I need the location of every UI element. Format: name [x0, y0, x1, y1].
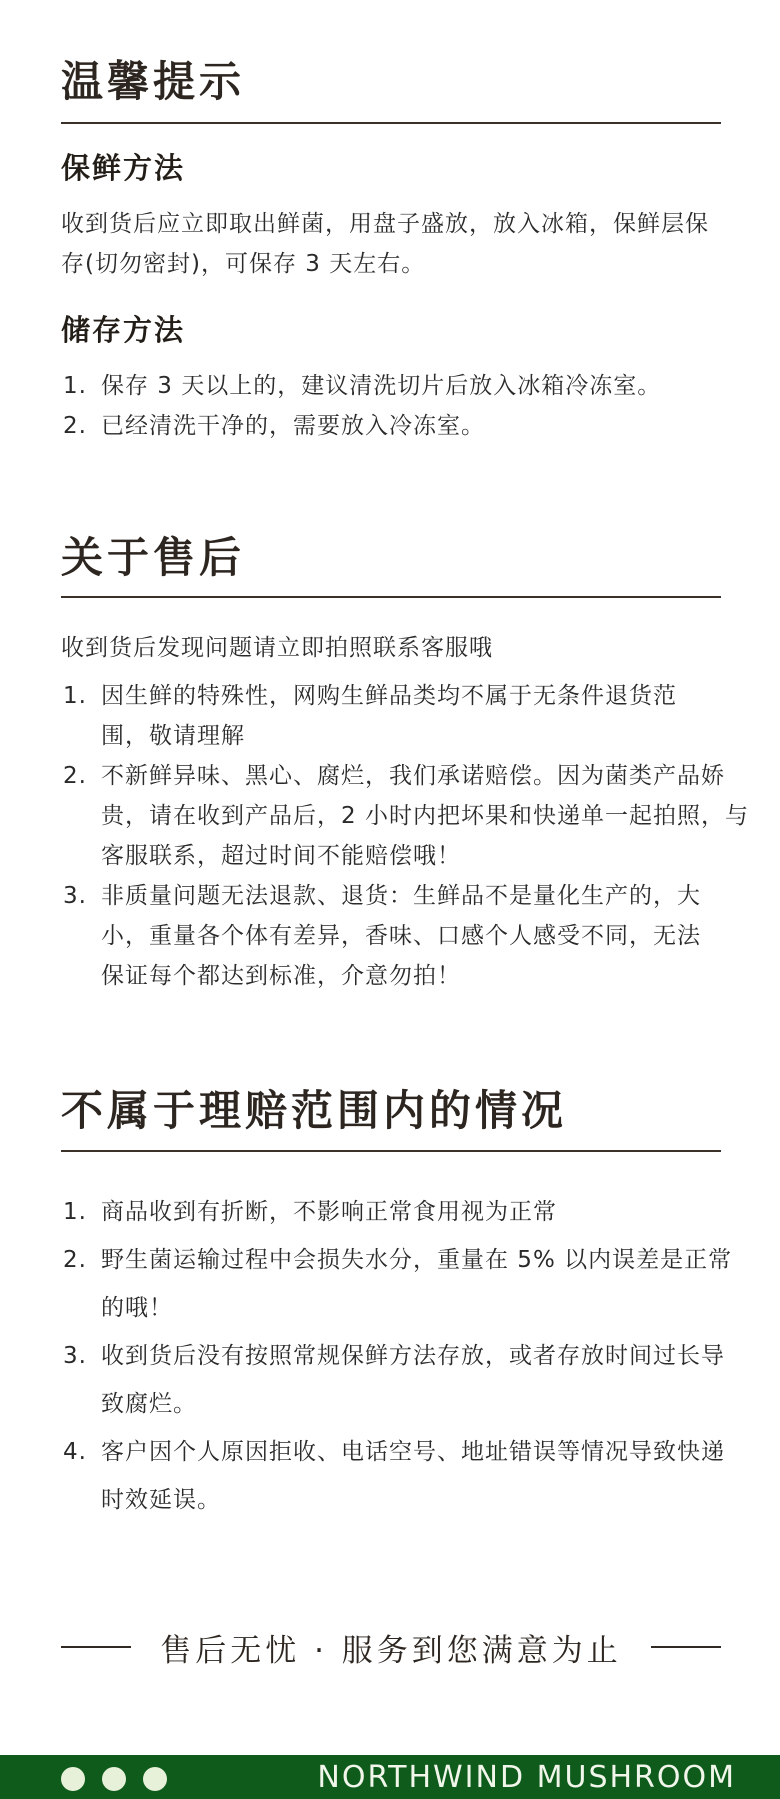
slogan-right-line	[651, 1646, 721, 1648]
slogan-text: 售后无忧 · 服务到您满意为止	[160, 1632, 622, 1669]
footer-slogan	[61, 1622, 721, 1672]
list-item	[61, 1332, 741, 1428]
list-item	[61, 1428, 741, 1524]
list-text: 非质量问题无法退款、退货：生鲜品不是量化生产的，大小，重量各个体有差异，香味、口感个人感受不同，无法保证每个都达到标准，介意勿拍！	[101, 883, 701, 989]
list-item	[61, 676, 751, 756]
storage-method-list	[61, 366, 751, 446]
list-number: 1.	[63, 1199, 87, 1225]
fresh-method-title: 保鲜方法	[61, 151, 186, 185]
tips-title: 温馨提示	[61, 57, 246, 106]
after-sales-divider	[61, 596, 721, 598]
dot-icon	[61, 1767, 85, 1791]
dot-icon	[143, 1767, 167, 1791]
list-text: 因生鲜的特殊性，网购生鲜品类均不属于无条件退货范围，敬请理解	[101, 683, 677, 749]
fresh-method-text: 收到货后应立即取出鲜菌，用盘子盛放，放入冰箱，保鲜层保存(切勿密封)，可保存 3 天左右。	[61, 211, 709, 277]
after-sales-title: 关于售后	[61, 533, 246, 582]
storage-method-title: 储存方法	[61, 313, 186, 347]
list-item	[61, 366, 751, 406]
brand-name: NORTHWIND MUSHROOM	[317, 1760, 736, 1795]
list-text: 客户因个人原因拒收、电话空号、地址错误等情况导致快递时效延误。	[101, 1439, 725, 1513]
list-item	[61, 1236, 741, 1332]
list-item	[61, 406, 751, 446]
dot-icon	[102, 1767, 126, 1791]
exclusions-divider	[61, 1150, 721, 1152]
list-number: 2.	[63, 763, 87, 789]
list-text: 已经清洗干净的，需要放入冷冻室。	[101, 413, 485, 439]
list-text: 不新鲜异味、黑心、腐烂，我们承诺赔偿。因为菌类产品娇贵，请在收到产品后，2 小时内把坏果和快递单一起拍照，与客服联系，超过时间不能赔偿哦！	[101, 763, 749, 869]
list-number: 4.	[63, 1439, 87, 1465]
list-number: 3.	[63, 1343, 87, 1369]
brand-bar	[0, 1755, 780, 1799]
slogan-left-line	[61, 1646, 131, 1648]
after-sales-intro: 收到货后发现问题请立即拍照联系客服哦	[61, 635, 493, 661]
list-item	[61, 1188, 741, 1236]
exclusions-list	[61, 1188, 741, 1524]
list-item	[61, 756, 751, 876]
list-number: 1.	[63, 373, 87, 399]
after-sales-list	[61, 676, 751, 996]
list-number: 1.	[63, 683, 87, 709]
list-text: 保存 3 天以上的，建议清洗切片后放入冰箱冷冻室。	[101, 373, 662, 399]
list-number: 2.	[63, 413, 87, 439]
list-text: 收到货后没有按照常规保鲜方法存放，或者存放时间过长导致腐烂。	[101, 1343, 725, 1417]
list-number: 3.	[63, 883, 87, 909]
tips-divider	[61, 122, 721, 124]
exclusions-title: 不属于理赔范围内的情况	[61, 1086, 568, 1135]
list-text: 野生菌运输过程中会损失水分，重量在 5% 以内误差是正常的哦！	[101, 1247, 733, 1321]
list-number: 2.	[63, 1247, 87, 1273]
list-item	[61, 876, 751, 996]
list-text: 商品收到有折断，不影响正常食用视为正常	[101, 1199, 557, 1225]
